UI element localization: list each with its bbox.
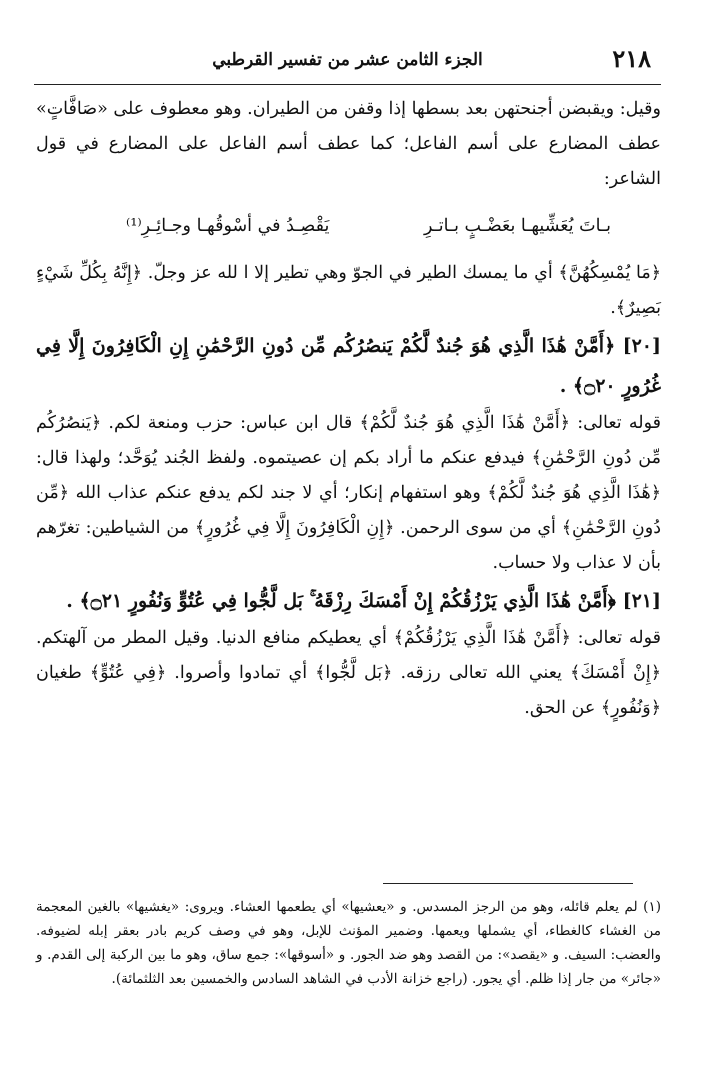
paragraph: وقيل: ويقبضن أجنحتهن بعد بسطها إذا وقفن من الطيران. وهو معطوف على «صَافَّاتٍ» عطف المضارع على أسم الفاعل؛ كما عطف أسم الفاعل على المضارع في قول الشاعر: xyxy=(36,99,661,189)
running-title: الجزء الثامن عشر من تفسير القرطبي xyxy=(212,50,483,70)
verse-second-hemistich: يَقْصِـدُ في أسْوقُهـا وجـائِـرِ⁽¹⁾ xyxy=(126,216,330,236)
quran-verse-21: [٢١] ﴿أَمَّنْ هَٰذَا الَّذِي يَرْزُقُكُمْ إِنْ أَمْسَكَ رِزْقَهُ ۚ بَل لَّجُّوا فِي عُتُوٍّ وَنُفُورٍ ۝٢١﴾ . xyxy=(66,590,661,612)
main-text xyxy=(36,92,661,726)
poetry-verse xyxy=(36,201,661,252)
paragraph: قوله تعالى: ﴿أَمَّنْ هَٰذَا الَّذِي هُوَ جُندٌ لَّكُمْ﴾ قال ابن عباس: حزب ومنعة لكم. ﴿يَنصُرُكُم مِّن دُونِ الرَّحْمَٰنِ﴾ فيدفع عنكم ما أراد بكم إن عصيتموه. ولفظ الجُند يُوَحَّد؛ ولهذا قال: ﴿هَٰذَا الَّذِي هُوَ جُندٌ لَّكُمْ﴾ وهو استفهام إنكار؛ أي لا جند لكم يدفع عنكم عذاب الله ﴿مِّن دُونِ الرَّحْمَٰنِ﴾ أي من سوى الرحمن. ﴿إِنِ الْكَافِرُونَ إِلَّا فِي غُرُورٍ﴾ من الشياطين: تغرّهم بأن لا عذاب ولا حساب. xyxy=(36,413,661,573)
quran-verse-20: [٢٠] ﴿أَمَّنْ هَٰذَا الَّذِي هُوَ جُندٌ لَّكُمْ يَنصُرُكُم مِّن دُونِ الرَّحْمَٰنِ إِنِ الْكَافِرُونَ إِلَّا فِي غُرُورٍ ۝٢٠﴾ . xyxy=(36,335,661,397)
page-header xyxy=(34,40,661,85)
paragraph: قوله تعالى: ﴿أَمَّنْ هَٰذَا الَّذِي يَرْزُقُكُمْ﴾ أي يعطيكم منافع الدنيا. وقيل المطر من آلهتكم. ﴿إِنْ أَمْسَكَ﴾ يعني الله تعالى رزقه. ﴿بَل لَّجُّوا﴾ أي تمادوا وأصروا. ﴿فِي عُتُوٍّ﴾ طغيان ﴿وَنُفُورٍ﴾ عن الحق. xyxy=(36,628,661,718)
page-number: ٢١٨ xyxy=(612,44,651,73)
footnote-divider xyxy=(383,883,633,884)
paragraph: ﴿مَا يُمْسِكُهُنَّ﴾ أي ما يمسك الطير في الجوّ وهي تطير إلا ا لله عز وجلّ. ﴿إِنَّهُ بِكُلِّ شَيْءٍ بَصِيرٌ﴾. xyxy=(36,263,661,318)
footnote xyxy=(36,895,661,991)
verse-first-hemistich: بـاتَ يُعَشِّيهـا بعَضْـبٍ بـاتـرِ xyxy=(423,216,611,236)
footnote-text: (١) لم يعلم قائله، وهو من الرجز المسدس. و «يعشيها» أي يطعمها العشاء. ويروى: «يغشيها» بالغين المعجمة من الغشاء كالغطاء، أي يشملها ويعمها. وضمير المؤنث للإبل، وهو في وصف كريم بادر بعقر إبله لضيوفه. والعضب: السيف. و «يقصد»: من القصد وهو ضد الجور. و «أسوقها»: جمع ساق، وهو ما بين الركبة إلى القدم. و «جائر» من جار إذا ظلم. أي يجور. (راجع خزانة الأدب في الشاهد السادس والخمسين بعد الثلثمائة). xyxy=(36,899,661,987)
